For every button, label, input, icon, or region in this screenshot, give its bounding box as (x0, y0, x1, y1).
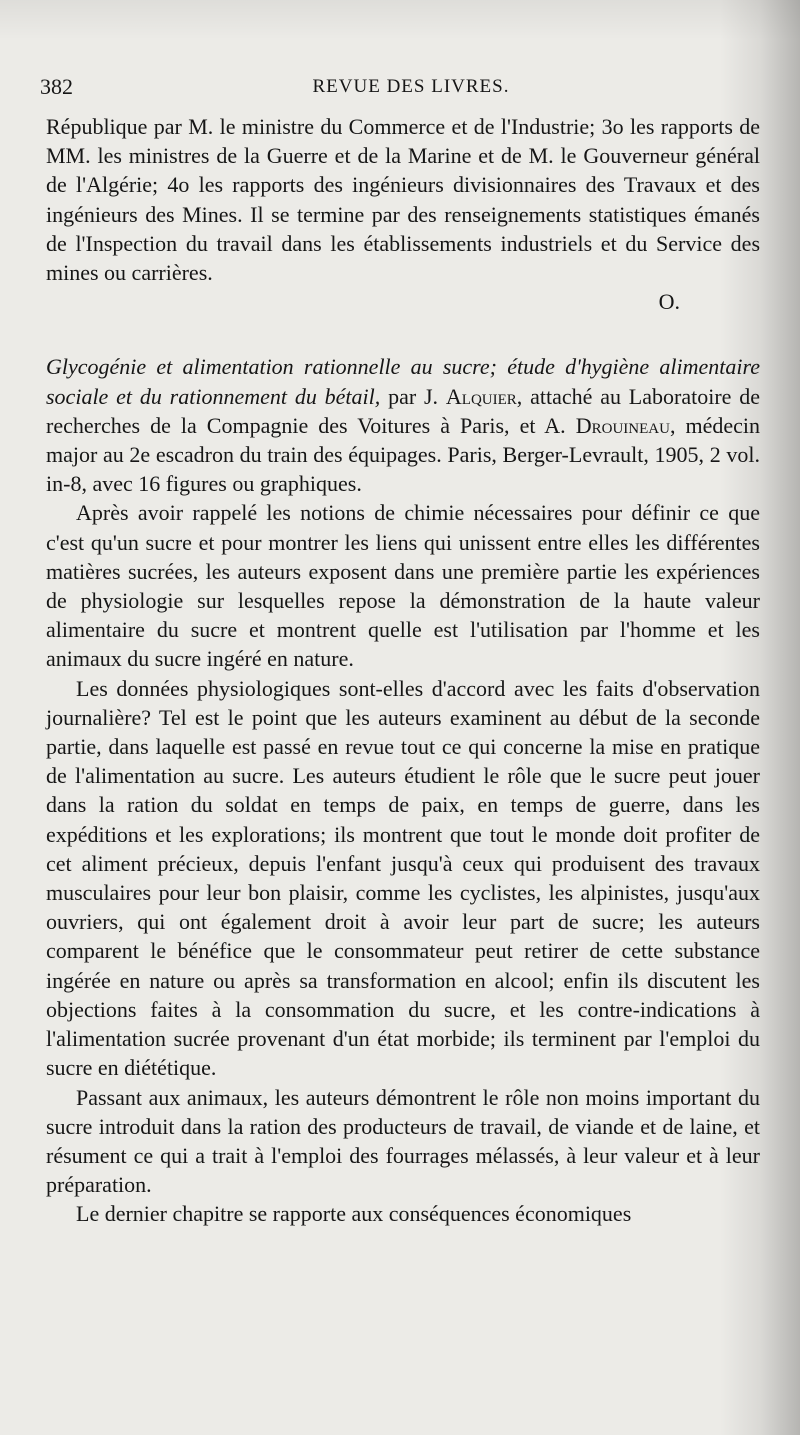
author-alquier: Alquier (445, 383, 517, 409)
review-paragraph-2: Les données physiologiques sont-elles d'accord avec les faits d'observation journalière? Tel est le point que les auteurs examinent au début de la seconde partie, dans laquelle est passé en revue tout ce qui concerne la mise en pratique de l'alimentation au sucre. Les auteurs étudient le rôle que le sucre peut jouer dans la ration du soldat en temps de paix, en temps de guerre, dans les expéditions et les explorations; ils montrent que tout le monde doit profiter de cet aliment précieux, depuis l'enfant jusqu'à ceux qui produisent des travaux musculaires pour leur bon plaisir, comme les cyclistes, les alpinistes, jusqu'aux ouvriers, qui ont également droit à avoir leur part de sucre; les auteurs comparent le bénéfice que le consommateur peut retirer de cette substance ingérée en nature ou après sa transformation en alcool; enfin ils discutent les objections faites à la consommation du sucre, et les contre-indications à l'alimentation sucrée provenant d'un état morbide; ils terminent par l'emploi du sucre en diététique. (46, 675, 760, 1081)
review-citation (46, 352, 760, 498)
review-paragraph-4: Le dernier chapitre se rapporte aux conséquences économiques (76, 1201, 632, 1227)
signature: O. (658, 289, 680, 315)
book-title: Glycogénie et alimentation rationnelle au sucre; étude d'hygiène alimentaire sociale et du rationnement du bétail, (46, 354, 760, 409)
citation-affiliation-2: , médecin major au 2e escadron du train des équipages. Paris, Berger-Levrault, 1905, 2 vol. in-8, avec 16 figures ou graphiques. (46, 412, 760, 497)
review-paragraph-1: Après avoir rappelé les notions de chimie nécessaires pour définir ce que c'est qu'un sucre et pour montrer les liens qui unissent entre elles les différentes matières sucrées, les auteurs exposent dans une première partie les expériences de physiologie sur lesquelles repose la démonstration de la haute valeur alimentaire du sucre et montrent quelle est l'utilisation par l'homme et les animaux du sucre ingéré en nature. (46, 500, 760, 672)
citation-by: par J. (380, 383, 446, 409)
book-page (40, 70, 761, 1229)
intro-paragraph: République par M. le ministre du Commerce et de l'Industrie; 3o les rapports de MM. les ministres de la Guerre et de la Marine et de M. le Gouverneur général de l'Algérie; 4o les rapports des ingénieurs divisionnaires des Travaux et des ingénieurs des Mines. Il se termine par des renseignements statistiques émanés de l'Inspection du travail dans les établissements industriels et du Service des mines ou carrières. (46, 114, 760, 286)
page-header (40, 70, 760, 104)
page-number: 382 (40, 74, 73, 99)
section-spacer (46, 336, 760, 352)
review-paragraph-3: Passant aux animaux, les auteurs démontrent le rôle non moins important du sucre introduit dans la ration des producteurs de travail, de viande et de laine, et résument ce qui a trait à l'emploi des fourrages mélassés, à leur valeur et à leur préparation. (46, 1084, 760, 1198)
running-title: REVUE DES LIVRES. (312, 76, 510, 97)
citation-affiliation-1: , attaché au Laboratoire de recherches de la Compagnie des Voitures à Paris, et A. (46, 383, 761, 438)
author-drouineau: Drouineau (575, 412, 670, 438)
